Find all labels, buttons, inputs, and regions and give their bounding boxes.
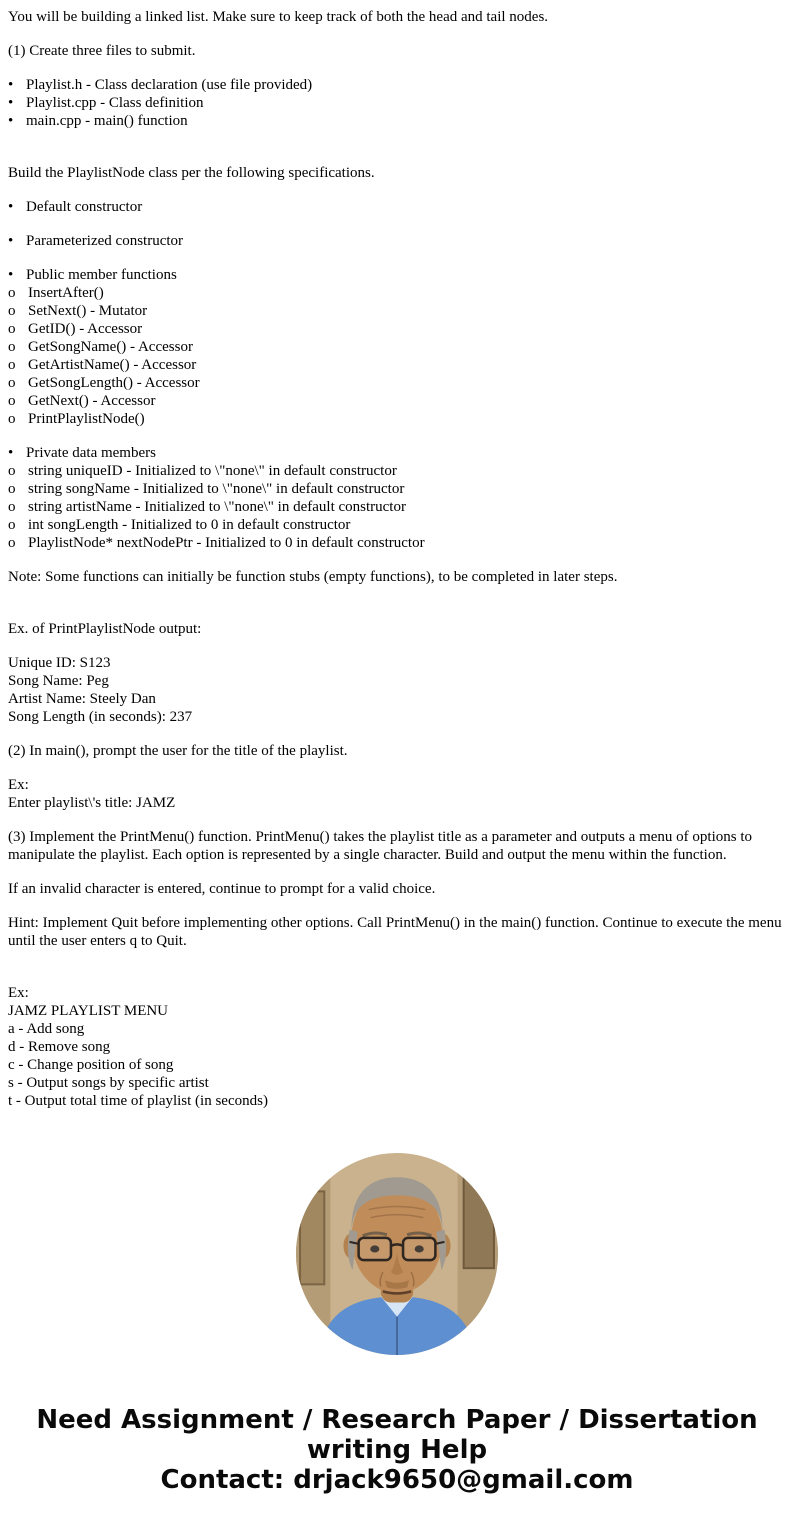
list-item [8, 94, 786, 112]
list-marker: • [8, 199, 14, 215]
list-marker: o [8, 321, 16, 337]
list-marker: o [8, 499, 16, 515]
text-line: Song Length (in seconds): 237 [8, 709, 193, 725]
list-item-text: string songName - Initialized to \"none\" in default constructor [28, 481, 405, 497]
text-line: a - Add song [8, 1021, 85, 1037]
text-block [8, 914, 786, 950]
list-item-text: main.cpp - main() function [26, 113, 188, 129]
list-marker: o [8, 463, 16, 479]
list-marker: • [8, 77, 14, 93]
list-item [8, 498, 786, 516]
text-block [8, 568, 786, 586]
list-item [8, 480, 786, 498]
list-item [8, 392, 786, 410]
list-marker: o [8, 481, 16, 497]
list-item [8, 444, 786, 462]
list-marker: o [8, 517, 16, 533]
list-item-text: SetNext() - Mutator [28, 303, 148, 319]
list-item-text: PlaylistNode* nextNodePtr - Initialized to 0 in default constructor [28, 535, 425, 551]
text-block [8, 966, 786, 1110]
text-block [8, 198, 786, 216]
list-item [8, 534, 786, 552]
text-line: Enter playlist\'s title: JAMZ [8, 795, 176, 811]
list-marker: o [8, 285, 16, 301]
presenter-photo-icon [296, 1153, 498, 1355]
text-block [8, 444, 786, 552]
list-item-text: InsertAfter() [28, 285, 104, 301]
list-marker: o [8, 375, 16, 391]
list-marker: o [8, 393, 16, 409]
text-line: Unique ID: S123 [8, 655, 111, 671]
list-item [8, 284, 786, 302]
list-item [8, 76, 786, 94]
text-block [8, 742, 786, 760]
text-block [8, 266, 786, 428]
list-marker: o [8, 411, 16, 427]
list-item-text: Private data members [26, 445, 156, 461]
list-marker: • [8, 233, 14, 249]
text-block [8, 8, 786, 26]
help-heading-line2: writing Help [306, 1435, 488, 1465]
text-block [8, 232, 786, 250]
help-heading-line1: Need Assignment / Research Paper / Dissertation [36, 1405, 758, 1435]
list-item [8, 232, 786, 250]
text-block [8, 654, 786, 726]
text-line: Ex. of PrintPlaylistNode output: [8, 621, 202, 637]
text-line: s - Output songs by specific artist [8, 1075, 209, 1091]
contact-info: Contact: drjack9650@gmail.com [160, 1465, 634, 1495]
help-heading [12, 1405, 782, 1465]
text-line: Build the PlaylistNode class per the following specifications. [8, 165, 375, 181]
text-line: (3) Implement the PrintMenu() function. PrintMenu() takes the playlist title as a parameter and outputs a menu of options to manipulate the playlist. Each option is represented by a single character. Build and output the menu within the function. [8, 829, 752, 863]
list-item-text: Public member functions [26, 267, 177, 283]
text-line: Ex: [8, 985, 29, 1001]
list-item [8, 198, 786, 216]
list-item [8, 516, 786, 534]
text-block [8, 776, 786, 812]
text-block [8, 146, 786, 182]
list-marker: o [8, 339, 16, 355]
list-item-text: Parameterized constructor [26, 233, 184, 249]
list-marker: • [8, 445, 14, 461]
list-item [8, 302, 786, 320]
list-item-text: Playlist.cpp - Class definition [26, 95, 204, 111]
text-line: c - Change position of song [8, 1057, 174, 1073]
text-block [8, 42, 786, 60]
list-marker: • [8, 95, 14, 111]
text-block [8, 880, 786, 898]
list-item [8, 374, 786, 392]
list-item [8, 356, 786, 374]
text-line: Song Name: Peg [8, 673, 109, 689]
list-item-text: GetID() - Accessor [28, 321, 143, 337]
text-line: t - Output total time of playlist (in seconds) [8, 1093, 268, 1109]
list-marker: • [8, 113, 14, 129]
avatar [296, 1153, 498, 1355]
list-item-text: GetSongLength() - Accessor [28, 375, 200, 391]
text-line: If an invalid character is entered, continue to prompt for a valid choice. [8, 881, 436, 897]
list-marker: o [8, 303, 16, 319]
text-line: d - Remove song [8, 1039, 111, 1055]
list-item-text: GetArtistName() - Accessor [28, 357, 197, 373]
list-marker: o [8, 535, 16, 551]
list-item-text: int songLength - Initialized to 0 in default constructor [28, 517, 351, 533]
list-item-text: Playlist.h - Class declaration (use file provided) [26, 77, 313, 93]
footer [0, 1153, 794, 1495]
list-item [8, 462, 786, 480]
list-item [8, 410, 786, 428]
list-item [8, 338, 786, 356]
text-line: (1) Create three files to submit. [8, 43, 196, 59]
text-block [8, 602, 786, 638]
list-item-text: Default constructor [26, 199, 143, 215]
text-line: (2) In main(), prompt the user for the title of the playlist. [8, 743, 348, 759]
list-item-text: PrintPlaylistNode() [28, 411, 145, 427]
list-marker: o [8, 357, 16, 373]
text-line: You will be building a linked list. Make sure to keep track of both the head and tail nodes. [8, 9, 549, 25]
text-line: JAMZ PLAYLIST MENU [8, 1003, 169, 1019]
list-item [8, 320, 786, 338]
list-item [8, 112, 786, 130]
text-line: Artist Name: Steely Dan [8, 691, 156, 707]
list-marker: • [8, 267, 14, 283]
text-block [8, 76, 786, 130]
list-item-text: GetNext() - Accessor [28, 393, 156, 409]
list-item-text: string artistName - Initialized to \"none\" in default constructor [28, 499, 406, 515]
text-line: Note: Some functions can initially be function stubs (empty functions), to be completed in later steps. [8, 569, 618, 585]
list-item [8, 266, 786, 284]
text-line: Ex: [8, 777, 29, 793]
list-item-text: GetSongName() - Accessor [28, 339, 193, 355]
list-item-text: string uniqueID - Initialized to \"none\" in default constructor [28, 463, 397, 479]
text-block [8, 828, 786, 864]
text-line: Hint: Implement Quit before implementing other options. Call PrintMenu() in the main() function. Continue to execute the menu until the user enters q to Quit. [8, 915, 782, 949]
